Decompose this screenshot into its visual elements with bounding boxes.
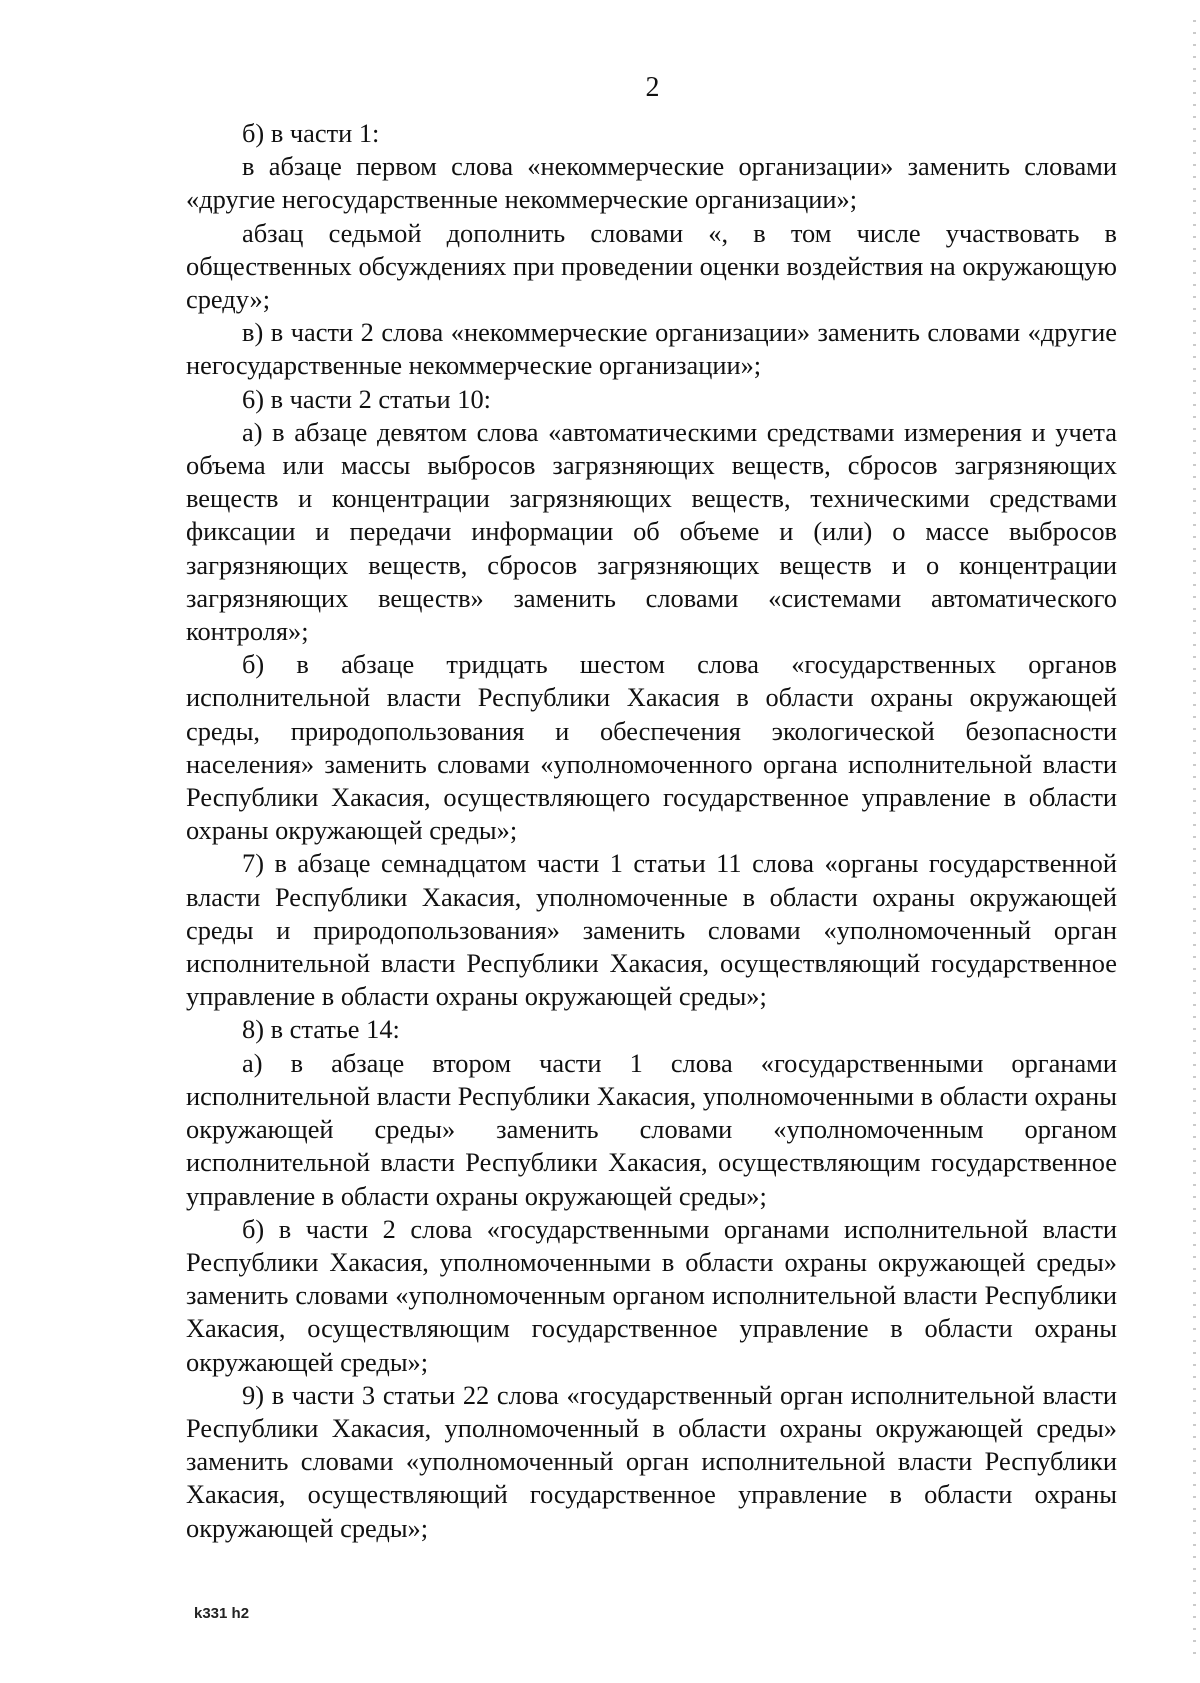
paragraph: 8) в статье 14: (242, 1014, 400, 1045)
document-body (186, 117, 1117, 1545)
paragraph: 6) в части 2 статьи 10: (242, 383, 491, 414)
paragraph: б) в части 1: (242, 118, 380, 148)
page-number: 2 (645, 72, 660, 103)
paragraph: 9) в части 3 статьи 22 слова «государственный орган исполнительной власти Республики Хакасия, уполномоченный в области охраны окружающей среды» заменить словами «уполномоченный орган исполнительной власти Республики Хакасия, осуществляющий государственное управление в области охраны окружающей среды»; (186, 1379, 1117, 1543)
paragraph: б) в части 2 слова «государственными органами исполнительной власти Республики Хакасия, уполномоченными в области охраны окружающей среды» заменить словами «уполномоченным органом исполнительной власти Республики Хакасия, осуществляющим государственное управление в области охраны окружающей среды»; (186, 1213, 1117, 1377)
paragraph: а) в абзаце девятом слова «автоматическими средствами измерения и учета объема или массы выбросов загрязняющих веществ, сбросов загрязняющих веществ и концентрации загрязняющих веществ, техническими средствами фиксации и передачи информации об объеме и (или) о массе выбросов загрязняющих веществ, сбросов загрязняющих веществ и о концентрации загрязняющих веществ» заменить словами «системами автоматического контроля»; (186, 416, 1117, 647)
scan-edge-artifact (1193, 20, 1196, 1660)
paragraph: в абзаце первом слова «некоммерческие организации» заменить словами «другие негосударственные некоммерческие организации»; (186, 151, 1117, 215)
document-code: k331 h2 (194, 1605, 250, 1622)
paragraph: б) в абзаце тридцать шестом слова «государственных органов исполнительной власти Республики Хакасия в области охраны окружающей среды, природопользования и обеспечения экологической безопасности населения» заменить словами «уполномоченного органа исполнительной власти Республики Хакасия, осуществляющего государственное управление в области охраны окружающей среды»; (186, 649, 1117, 846)
paragraph: в) в части 2 слова «некоммерческие организации» заменить словами «другие негосударственные некоммерческие организации»; (186, 317, 1117, 381)
paragraph: абзац седьмой дополнить словами «, в том числе участвовать в общественных обсуждениях при проведении оценки воздействия на окружающую среду»; (186, 217, 1117, 315)
paragraph: а) в абзаце втором части 1 слова «государственными органами исполнительной власти Республики Хакасия, уполномоченными в области охраны окружающей среды» заменить словами «уполномоченным органом исполнительной власти Республики Хакасия, осуществляющим государственное управление в области охраны окружающей среды»; (186, 1047, 1117, 1211)
paragraph: 7) в абзаце семнадцатом части 1 статьи 11 слова «органы государственной власти Республики Хакасия, уполномоченные в области охраны окружающей среды и природопользования» заменить словами «уполномоченный орган исполнительной власти Республики Хакасия, осуществляющий государственное управление в области охраны окружающей среды»; (186, 848, 1117, 1012)
